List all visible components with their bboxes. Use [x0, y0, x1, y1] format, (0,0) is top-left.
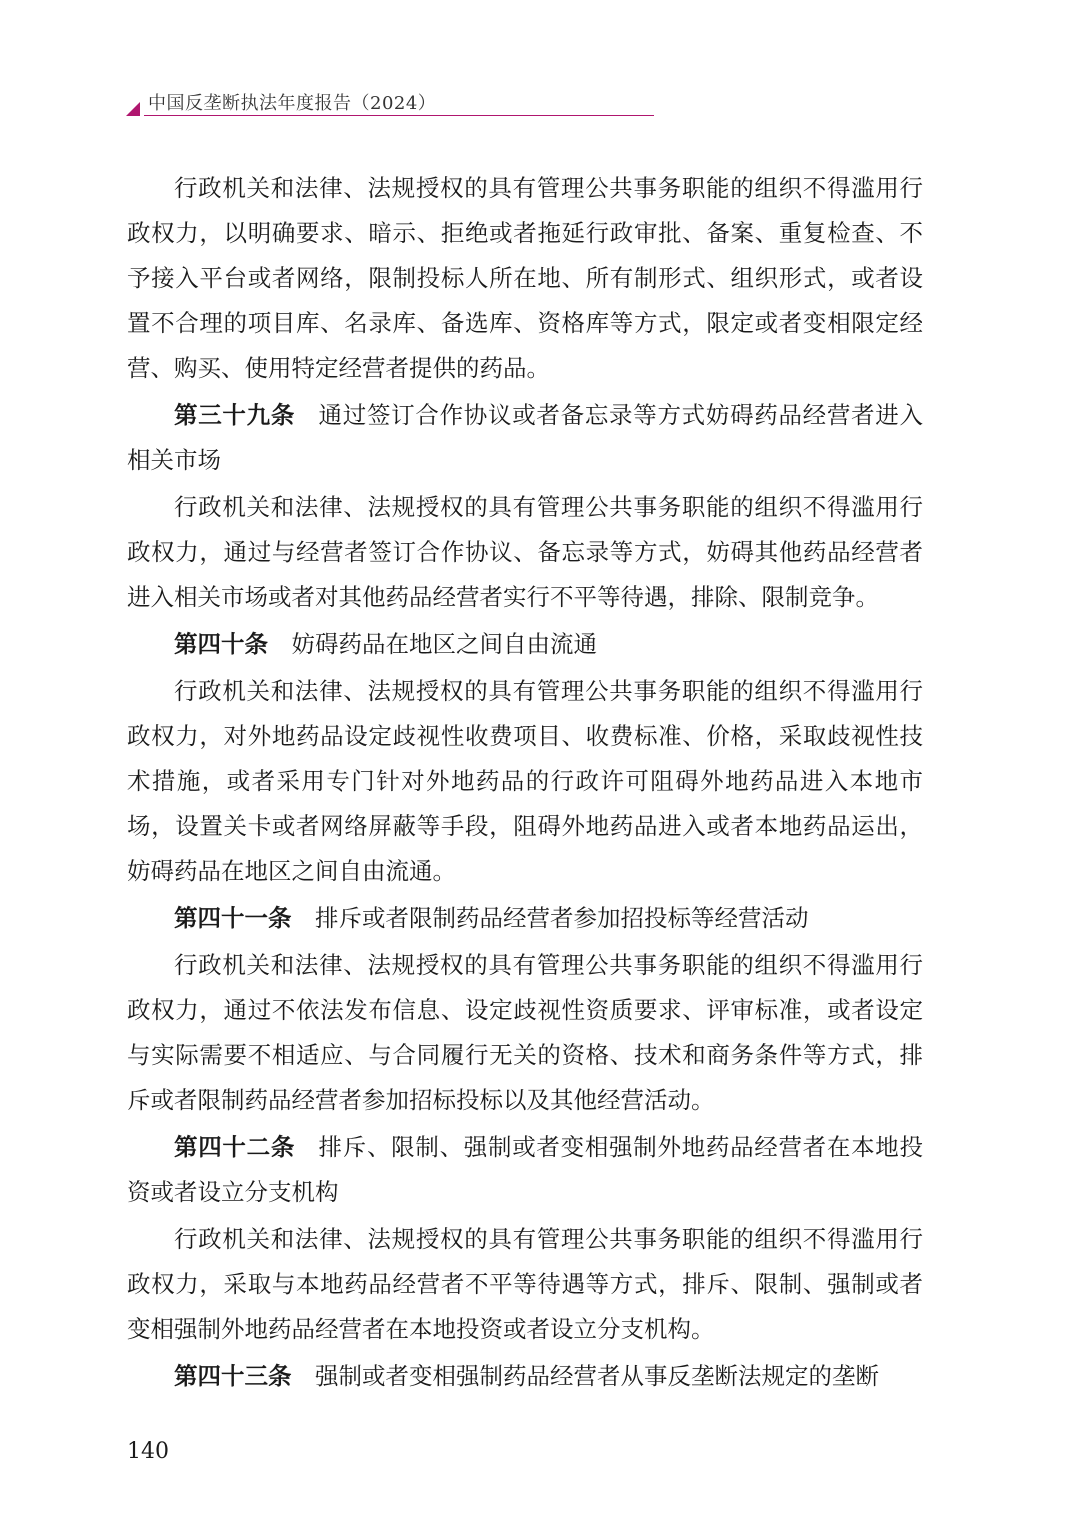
article-number: 第四十三条	[174, 1362, 292, 1390]
article-body-42: 行政机关和法律、法规授权的具有管理公共事务职能的组织不得滥用行政权力，采取与本地药品经营者不平等待遇等方式，排斥、限制、强制或者变相强制外地药品经营者在本地投资或者设立分支机构。	[127, 1225, 923, 1343]
article-title: 排斥或者限制药品经营者参加招投标等经营活动	[315, 904, 809, 932]
header-triangle-icon	[126, 102, 140, 116]
article-heading-40	[127, 622, 923, 667]
article-body-39: 行政机关和法律、法规授权的具有管理公共事务职能的组织不得滥用行政权力，通过与经营者签订合作协议、备忘录等方式，妨碍其他药品经营者进入相关市场或者对其他药品经营者实行不平等待遇，排除、限制竞争。	[127, 493, 923, 611]
article-number: 第四十条	[174, 630, 268, 658]
header-title: 中国反垄断执法年度报告（2024）	[148, 93, 437, 114]
page-body	[127, 166, 923, 1401]
article-number: 第四十一条	[174, 904, 292, 932]
header-rule	[144, 115, 654, 116]
running-header	[126, 86, 654, 118]
article-body-40: 行政机关和法律、法规授权的具有管理公共事务职能的组织不得滥用行政权力，对外地药品设定歧视性收费项目、收费标准、价格，采取歧视性技术措施，或者采用专门针对外地药品的行政许可阻碍外地药品进入本地市场，设置关卡或者网络屏蔽等手段，阻碍外地药品进入或者本地药品运出，妨碍药品在地区之间自由流通。	[127, 677, 923, 885]
article-title: 通过签订合作协议或者备忘录等方式妨碍药品经营者进入相关市场	[127, 401, 924, 474]
article-heading-43	[127, 1354, 923, 1399]
paragraph-intro: 行政机关和法律、法规授权的具有管理公共事务职能的组织不得滥用行政权力，以明确要求、暗示、拒绝或者拖延行政审批、备案、重复检查、不予接入平台或者网络，限制投标人所在地、所有制形式、组织形式，或者设置不合理的项目库、名录库、备选库、资格库等方式，限定或者变相限定经营、购买、使用特定经营者提供的药品。	[127, 174, 923, 382]
article-number: 第三十九条	[174, 401, 296, 429]
article-body-41: 行政机关和法律、法规授权的具有管理公共事务职能的组织不得滥用行政权力，通过不依法发布信息、设定歧视性资质要求、评审标准，或者设定与实际需要不相适应、与合同履行无关的资格、技术和商务条件等方式，排斥或者限制药品经营者参加招标投标以及其他经营活动。	[127, 951, 923, 1114]
article-title: 妨碍药品在地区之间自由流通	[291, 630, 597, 658]
article-number: 第四十二条	[174, 1133, 296, 1161]
page-number: 140	[127, 1439, 169, 1464]
article-heading-41	[127, 896, 923, 941]
article-heading-39	[127, 393, 923, 483]
article-title: 排斥、限制、强制或者变相强制外地药品经营者在本地投资或者设立分支机构	[127, 1133, 924, 1206]
article-heading-42	[127, 1125, 923, 1215]
article-title: 强制或者变相强制药品经营者从事反垄断法规定的垄断	[315, 1362, 879, 1390]
